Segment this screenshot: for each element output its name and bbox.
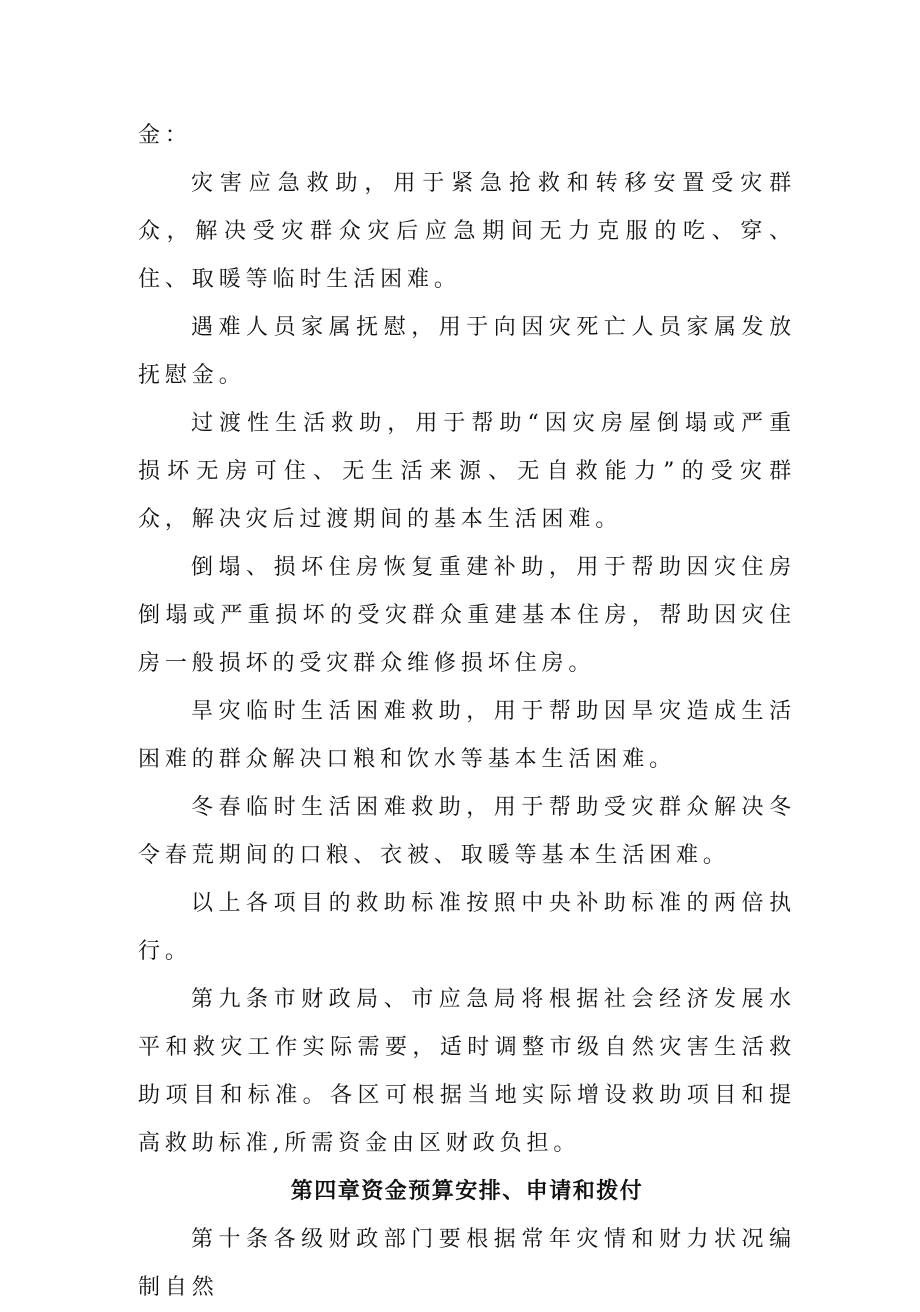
paragraph-standard-statement: 以上各项目的救助标准按照中央补助标准的两倍执行。 xyxy=(138,891,796,964)
paragraph-article-nine: 第九条市财政局、市应急局将根据社会经济发展水平和救灾工作实际需要，适时调整市级自然灾害生活救助项目和标准。各区可根据当地实际增设救助项目和提高救助标准,所需资金由区财政负担。 xyxy=(138,987,796,1156)
paragraph-transitional-relief: 过渡性生活救助，用于帮助“因灾房屋倒塌或严重损坏无房可住、无生活来源、无自救能力”的受灾群众，解决灾后过渡期间的基本生活困难。 xyxy=(138,411,796,532)
paragraph-emergency-relief: 灾害应急救助，用于紧急抢救和转移安置受灾群众，解决受灾群众灾后应急期间无力克服的吃、穿、住、取暖等临时生活困难。 xyxy=(138,171,796,292)
paragraph-article-ten: 第十条各级财政部门要根据常年灾情和财力状况编制自然 xyxy=(138,1227,796,1300)
paragraph-victim-family-consolation: 遇难人员家属抚慰，用于向因灾死亡人员家属发放抚慰金。 xyxy=(138,315,796,388)
paragraph-winter-spring-relief: 冬春临时生活困难救助，用于帮助受灾群众解决冬令春荒期间的口粮、衣被、取暖等基本生活困难。 xyxy=(138,795,796,868)
paragraph-continuation: 金： xyxy=(138,123,192,148)
paragraph-drought-relief: 旱灾临时生活困难救助，用于帮助因旱灾造成生活困难的群众解决口粮和饮水等基本生活困难。 xyxy=(138,699,796,772)
chapter-heading: 第四章资金预算安排、申请和拨付 xyxy=(290,1179,644,1204)
document-page xyxy=(138,112,796,1312)
paragraph-housing-reconstruction: 倒塌、损坏住房恢复重建补助，用于帮助因灾住房倒塌或严重损坏的受灾群众重建基本住房，帮助因灾住房一般损坏的受灾群众维修损坏住房。 xyxy=(138,555,796,676)
